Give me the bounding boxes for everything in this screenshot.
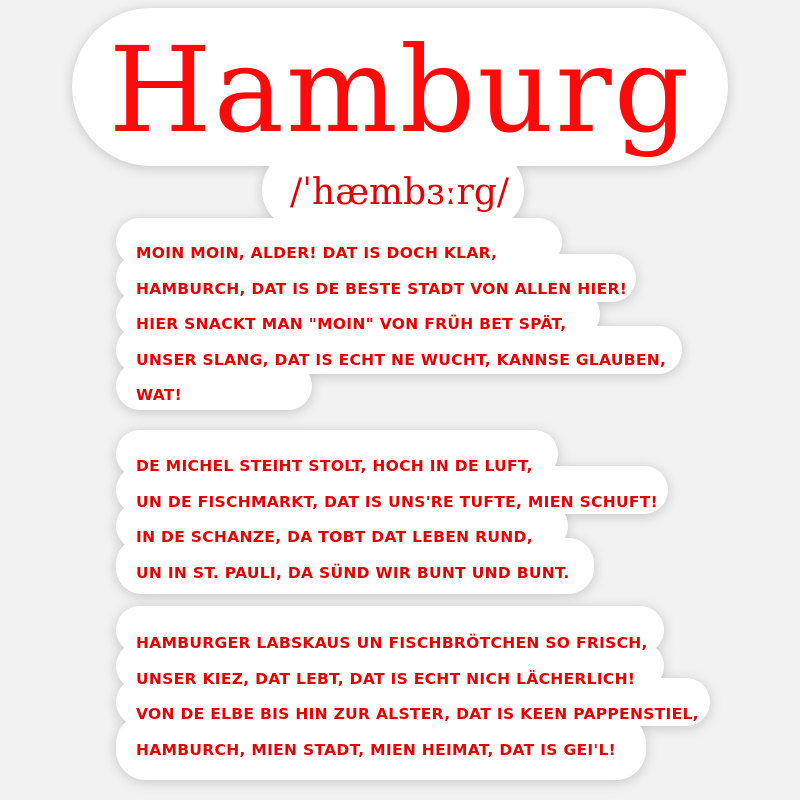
stanza-1 — [136, 236, 666, 414]
verse-line: UNSER KIEZ, DAT LEBT, DAT IS ECHT NICH LÄCHERLICH! — [136, 669, 636, 688]
verse-line: MOIN MOIN, ALDER! DAT IS DOCH KLAR, — [136, 244, 498, 262]
verse-line: UN IN ST. PAULI, DA SÜND WIR BUNT UND BUNT. — [136, 563, 570, 582]
verse-line: VON DE ELBE BIS HIN ZUR ALSTER, DAT IS KEEN PAPPENSTIEL, — [136, 705, 699, 723]
phonetic-transcription: /ˈhæmbɜːrg/ — [290, 172, 510, 213]
verse-line: UNSER SLANG, DAT IS ECHT NE WUCHT, KANNSE GLAUBEN, — [136, 350, 667, 369]
stanza-3 — [136, 626, 699, 768]
verse-line: WAT! — [136, 386, 183, 404]
verse-line: HAMBURGER LABSKAUS UN FISCHBRÖTCHEN SO FRISCH, — [136, 634, 648, 652]
verse-line: IN DE SCHANZE, DA TOBT DAT LEBEN RUND, — [136, 528, 533, 546]
verse-line: HAMBURCH, DAT IS DE BESTE STADT VON ALLEN HIER! — [136, 279, 628, 298]
verse-line: UN DE FISCHMARKT, DAT IS UNS'RE TUFTE, MIEN SCHUFT! — [136, 492, 658, 511]
verse-line: HIER SNACKT MAN "MOIN" VON FRÜH BET SPÄT, — [136, 315, 567, 333]
title-hamburg: Hamburg — [108, 21, 692, 159]
verse-line: DE MICHEL STEIHT STOLT, HOCH IN DE LUFT, — [136, 457, 533, 475]
stanza-2 — [136, 449, 658, 591]
verse-line: HAMBURCH, MIEN STADT, MIEN HEIMAT, DAT IS GEI'L! — [136, 740, 617, 759]
